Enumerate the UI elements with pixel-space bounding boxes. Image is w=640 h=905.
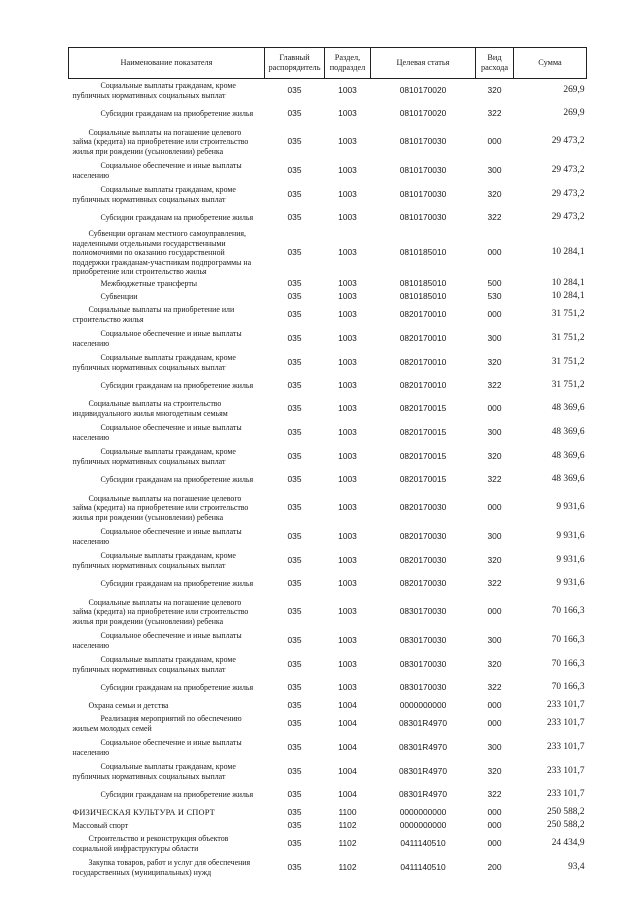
row-razdel: 1102 (338, 862, 357, 873)
row-cs: 0830170030 (399, 635, 447, 646)
table-row (69, 699, 587, 712)
row-grbs: 035 (287, 165, 302, 176)
row-name: Социальное обеспечение и иные выплаты населению (72, 423, 242, 442)
row-name: Социальное обеспечение и иные выплаты населению (72, 527, 242, 546)
row-grbs: 035 (287, 659, 302, 670)
row-vr: 322 (487, 682, 502, 693)
row-razdel: 1003 (338, 309, 357, 320)
row-sum: 10 284,1 (551, 290, 585, 301)
row-razdel: 1003 (338, 333, 357, 344)
row-cs: 0000000000 (399, 699, 447, 710)
table-row (69, 125, 587, 159)
row-cs: 08301R4970 (399, 789, 447, 800)
row-name: Субсидии гражданам на приобретение жилья (100, 475, 254, 485)
header-sum: Сумма (514, 48, 587, 79)
row-name: Реализация мероприятий по обеспечению жильем молодых семей (72, 714, 242, 733)
row-grbs: 035 (287, 555, 302, 566)
row-name: Социальные выплаты на строительство индивидуального жилья многодетным семьям (72, 399, 228, 418)
row-cs: 0820170015 (399, 451, 447, 462)
row-cs: 0820170030 (399, 555, 447, 566)
row-name: Социальные выплаты на погашение целевого займа (кредита) на приобретение или строительство жилья при рождении (усыновлении) ребенка (72, 127, 249, 156)
row-cs: 0810185010 (399, 290, 447, 301)
row-sum: 70 166,3 (551, 606, 585, 617)
row-vr: 320 (487, 451, 502, 462)
row-vr: 000 (487, 136, 502, 147)
row-sum: 70 166,3 (551, 635, 585, 646)
row-razdel: 1004 (338, 742, 357, 753)
table-row (69, 79, 587, 104)
table-row (69, 806, 587, 819)
row-razdel: 1003 (338, 659, 357, 670)
row-vr: 320 (487, 85, 502, 96)
row-name: Социальные выплаты гражданам, кроме публичных нормативных социальных выплат (72, 655, 236, 674)
row-cs: 0810185010 (399, 247, 447, 258)
row-name: Социальное обеспечение и иные выплаты населению (72, 738, 242, 757)
table-row (69, 159, 587, 183)
row-vr: 300 (487, 531, 502, 542)
row-grbs: 035 (287, 212, 302, 223)
row-cs: 0000000000 (399, 806, 447, 817)
row-sum: 31 751,2 (551, 380, 585, 391)
row-cs: 0810170020 (399, 108, 447, 119)
row-name: Субсидии гражданам на приобретение жилья (100, 213, 254, 223)
row-name: Социальные выплаты гражданам, кроме публичных нормативных социальных выплат (72, 353, 236, 372)
row-cs: 0810185010 (399, 277, 447, 288)
row-name: Социальные выплаты гражданам, кроме публичных нормативных социальных выплат (72, 185, 236, 204)
table-row (69, 736, 587, 760)
row-vr: 300 (487, 635, 502, 646)
row-razdel: 1003 (338, 502, 357, 513)
row-cs: 0411140510 (400, 838, 446, 849)
row-name: Социальное обеспечение и иные выплаты населению (72, 631, 242, 650)
row-cs: 0000000000 (399, 819, 447, 830)
row-sum: 233 101,7 (547, 699, 585, 710)
row-cs: 0411140510 (400, 862, 446, 873)
row-sum: 233 101,7 (547, 766, 585, 777)
table-row (69, 760, 587, 784)
table-row (69, 397, 587, 421)
row-vr: 300 (487, 742, 502, 753)
row-razdel: 1004 (338, 789, 357, 800)
row-vr: 000 (487, 247, 502, 258)
row-cs: 0820170015 (399, 427, 447, 438)
row-cs: 0820170030 (399, 502, 447, 513)
table-row (69, 183, 587, 207)
row-name: Межбюджетные трансферты (100, 278, 198, 288)
row-vr: 000 (487, 699, 502, 710)
table-row (69, 375, 587, 397)
row-cs: 0820170015 (399, 474, 447, 485)
row-grbs: 035 (287, 838, 302, 849)
table-row (69, 103, 587, 125)
row-grbs: 035 (287, 333, 302, 344)
row-vr: 000 (487, 309, 502, 320)
row-sum: 10 284,1 (551, 247, 585, 258)
table-row (69, 573, 587, 595)
row-razdel: 1100 (338, 806, 357, 817)
row-grbs: 035 (287, 451, 302, 462)
row-razdel: 1003 (338, 277, 357, 288)
row-name: Субсидии гражданам на приобретение жилья (100, 109, 254, 119)
row-razdel: 1003 (338, 247, 357, 258)
row-grbs: 035 (287, 531, 302, 542)
row-grbs: 035 (287, 309, 302, 320)
table-body (69, 79, 587, 881)
row-sum: 29 473,2 (551, 212, 585, 223)
row-vr: 322 (487, 789, 502, 800)
row-sum: 29 473,2 (551, 136, 585, 147)
row-razdel: 1003 (338, 451, 357, 462)
row-sum: 70 166,3 (551, 682, 585, 693)
row-grbs: 035 (287, 403, 302, 414)
row-vr: 322 (487, 212, 502, 223)
row-razdel: 1003 (338, 189, 357, 200)
table-row (69, 277, 587, 290)
row-vr: 320 (487, 659, 502, 670)
row-grbs: 035 (287, 789, 302, 800)
row-cs: 0820170030 (399, 531, 447, 542)
row-vr: 322 (487, 474, 502, 485)
row-cs: 08301R4970 (399, 766, 447, 777)
header-vr: Вид расхода (476, 48, 514, 79)
row-sum: 269,9 (563, 108, 585, 119)
row-grbs: 035 (287, 247, 302, 258)
row-sum: 31 751,2 (551, 333, 585, 344)
row-razdel: 1003 (338, 635, 357, 646)
row-cs: 0810170020 (399, 85, 447, 96)
row-name: Субсидии гражданам на приобретение жилья (100, 790, 254, 800)
row-name: Субсидии гражданам на приобретение жилья (100, 579, 254, 589)
row-cs: 0830170030 (399, 606, 447, 617)
row-sum: 70 166,3 (551, 659, 585, 670)
row-razdel: 1003 (338, 85, 357, 96)
row-razdel: 1004 (338, 718, 357, 729)
table-row (69, 856, 587, 880)
row-grbs: 035 (287, 806, 302, 817)
row-razdel: 1003 (338, 403, 357, 414)
row-sum: 24 434,9 (551, 838, 585, 849)
table-row (69, 595, 587, 629)
table-row (69, 712, 587, 736)
row-grbs: 035 (287, 606, 302, 617)
row-vr: 000 (487, 838, 502, 849)
row-vr: 300 (487, 427, 502, 438)
row-cs: 08301R4970 (399, 718, 447, 729)
table-row (69, 303, 587, 327)
row-vr: 320 (487, 189, 502, 200)
row-cs: 0830170030 (399, 682, 447, 693)
header-row (69, 48, 587, 79)
row-grbs: 035 (287, 290, 302, 301)
table-row (69, 207, 587, 229)
row-vr: 200 (487, 862, 502, 873)
row-sum: 250 588,2 (547, 806, 585, 817)
row-grbs: 035 (287, 277, 302, 288)
row-vr: 320 (487, 555, 502, 566)
row-vr: 500 (487, 277, 502, 288)
row-name: Субсидии гражданам на приобретение жилья (100, 683, 254, 693)
row-razdel: 1003 (338, 555, 357, 566)
table-row (69, 229, 587, 277)
table-row (69, 677, 587, 699)
row-cs: 0820170030 (399, 578, 447, 589)
row-cs: 0820170010 (399, 333, 447, 344)
row-cs: 0810170030 (399, 136, 447, 147)
row-sum: 48 369,6 (551, 427, 585, 438)
row-sum: 233 101,7 (547, 742, 585, 753)
row-vr: 530 (487, 290, 502, 301)
row-vr: 320 (487, 766, 502, 777)
row-grbs: 035 (287, 85, 302, 96)
row-grbs: 035 (287, 108, 302, 119)
row-vr: 000 (487, 718, 502, 729)
table-row (69, 327, 587, 351)
row-grbs: 035 (287, 718, 302, 729)
table-row (69, 445, 587, 469)
row-cs: 0810170030 (399, 189, 447, 200)
row-name: Социальное обеспечение и иные выплаты населению (72, 161, 242, 180)
row-razdel: 1003 (338, 578, 357, 589)
row-name: Субвенции органам местного самоуправления, наделенными отдельными государственными полномочиями по оказанию государственной поддержки гражданам-участникам подпрограммы на приобретение или строительство жилья (72, 229, 252, 277)
row-sum: 31 751,2 (551, 357, 585, 368)
row-grbs: 035 (287, 502, 302, 513)
row-grbs: 035 (287, 136, 302, 147)
table-row (69, 421, 587, 445)
row-grbs: 035 (287, 474, 302, 485)
row-name: Социальные выплаты на приобретение или строительство жилья (72, 305, 235, 324)
row-sum: 48 369,6 (551, 403, 585, 414)
row-name: Социальное обеспечение и иные выплаты населению (72, 329, 242, 348)
table-row (69, 819, 587, 832)
header-grbs: Главный распорядитель (265, 48, 325, 79)
row-sum: 9 931,6 (556, 531, 585, 542)
row-name: Строительство и реконструкция объектов социальной инфраструктуры области (72, 834, 229, 853)
row-name: Массовый спорт (72, 820, 129, 830)
row-sum: 31 751,2 (551, 309, 585, 320)
row-sum: 29 473,2 (551, 189, 585, 200)
row-razdel: 1003 (338, 290, 357, 301)
row-sum: 48 369,6 (551, 474, 585, 485)
table-row (69, 653, 587, 677)
row-grbs: 035 (287, 742, 302, 753)
row-cs: 0820170010 (399, 357, 447, 368)
row-name: ФИЗИЧЕСКАЯ КУЛЬТУРА И СПОРТ (72, 807, 215, 817)
row-cs: 08301R4970 (399, 742, 447, 753)
row-name: Социальные выплаты гражданам, кроме публичных нормативных социальных выплат (72, 551, 236, 570)
row-sum: 233 101,7 (547, 718, 585, 729)
row-vr: 322 (487, 380, 502, 391)
row-grbs: 035 (287, 819, 302, 830)
row-name: Социальные выплаты на погашение целевого займа (кредита) на приобретение или строительство жилья при рождении (усыновлении) ребенка (72, 597, 249, 626)
row-razdel: 1003 (338, 108, 357, 119)
row-sum: 9 931,6 (556, 555, 585, 566)
row-vr: 320 (487, 357, 502, 368)
row-name: Субсидии гражданам на приобретение жилья (100, 381, 254, 391)
row-grbs: 035 (287, 699, 302, 710)
row-name: Социальные выплаты гражданам, кроме публичных нормативных социальных выплат (72, 447, 236, 466)
row-razdel: 1003 (338, 165, 357, 176)
row-razdel: 1102 (338, 819, 357, 830)
row-vr: 300 (487, 333, 502, 344)
row-grbs: 035 (287, 578, 302, 589)
row-vr: 322 (487, 108, 502, 119)
row-cs: 0810170030 (399, 165, 447, 176)
row-razdel: 1003 (338, 606, 357, 617)
row-cs: 0820170015 (399, 403, 447, 414)
header-cs: Целевая статья (371, 48, 476, 79)
table-row (69, 549, 587, 573)
row-grbs: 035 (287, 862, 302, 873)
row-name: Охрана семьи и детства (88, 700, 169, 710)
row-sum: 48 369,6 (551, 451, 585, 462)
row-vr: 300 (487, 165, 502, 176)
row-name: Субвенции (100, 291, 138, 301)
row-razdel: 1003 (338, 531, 357, 542)
row-name: Социальные выплаты на погашение целевого займа (кредита) на приобретение или строительство жилья при рождении (усыновлении) ребенка (72, 493, 249, 522)
row-name: Социальные выплаты гражданам, кроме публичных нормативных социальных выплат (72, 81, 236, 100)
row-vr: 000 (487, 403, 502, 414)
row-sum: 269,9 (563, 85, 585, 96)
row-grbs: 035 (287, 357, 302, 368)
row-cs: 0820170010 (399, 309, 447, 320)
row-grbs: 035 (287, 380, 302, 391)
table-row (69, 525, 587, 549)
row-cs: 0830170030 (399, 659, 447, 670)
row-razdel: 1004 (338, 766, 357, 777)
row-name: Закупка товаров, работ и услуг для обеспечения государственных (муниципальных) нужд (72, 858, 251, 877)
table-header (69, 48, 587, 79)
row-vr: 000 (487, 806, 502, 817)
row-cs: 0810170030 (399, 212, 447, 223)
row-vr: 322 (487, 578, 502, 589)
row-sum: 250 588,2 (547, 819, 585, 830)
row-grbs: 035 (287, 766, 302, 777)
header-razdel: Раздел, подраздел (325, 48, 371, 79)
row-sum: 93,4 (568, 862, 585, 873)
row-sum: 9 931,6 (556, 502, 585, 513)
row-razdel: 1003 (338, 427, 357, 438)
row-grbs: 035 (287, 635, 302, 646)
row-razdel: 1003 (338, 136, 357, 147)
table-row (69, 832, 587, 856)
table-row (69, 351, 587, 375)
row-razdel: 1004 (338, 699, 357, 710)
table-row (69, 491, 587, 525)
row-razdel: 1003 (338, 212, 357, 223)
budget-table (68, 47, 587, 880)
table-row (69, 290, 587, 303)
row-sum: 9 931,6 (556, 578, 585, 589)
row-vr: 000 (487, 819, 502, 830)
row-vr: 000 (487, 502, 502, 513)
row-razdel: 1003 (338, 474, 357, 485)
table-row (69, 469, 587, 491)
row-razdel: 1102 (338, 838, 357, 849)
table-row (69, 784, 587, 806)
row-vr: 000 (487, 606, 502, 617)
row-sum: 233 101,7 (547, 789, 585, 800)
row-sum: 29 473,2 (551, 165, 585, 176)
row-grbs: 035 (287, 189, 302, 200)
header-name: Наименование показателя (69, 48, 265, 79)
row-razdel: 1003 (338, 357, 357, 368)
row-razdel: 1003 (338, 682, 357, 693)
row-cs: 0820170010 (399, 380, 447, 391)
row-grbs: 035 (287, 427, 302, 438)
row-sum: 10 284,1 (551, 277, 585, 288)
table-row (69, 629, 587, 653)
row-name: Социальные выплаты гражданам, кроме публичных нормативных социальных выплат (72, 762, 236, 781)
row-grbs: 035 (287, 682, 302, 693)
row-razdel: 1003 (338, 380, 357, 391)
